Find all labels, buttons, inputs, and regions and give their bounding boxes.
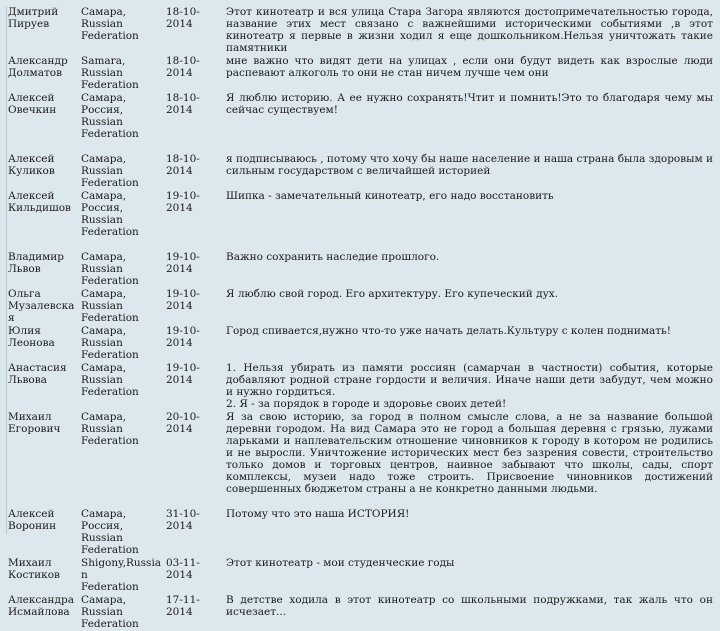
table-row <box>7 411 714 508</box>
signer-location: Самара, Russian Federation <box>81 325 139 361</box>
signer-location: Самара, Russian Federation <box>81 251 139 287</box>
signer-location: Самара, Россия, Russian Federation <box>81 190 139 238</box>
signer-comment: Этот кинотеатр и вся улица Стара Загора являются достопримечательностью города, название этих мест связано с важнейшими историческими событиями ,в этот кинотеатр я первые в жизни ходил я еще дошкольником.Нельзя уничтожать такие памятники <box>226 6 713 54</box>
signature-date: 18-10-2014 <box>166 153 200 177</box>
signer-comment: Этот кинотеатр - мои студенческие годы <box>226 557 455 569</box>
signer-comment: Я за свою историю, за город в полном смысле слова, а не за название большой деревни городом. На вид Самара это не город а большая деревня с грязью, лужами ларьками и наплевательским отношение чиновников к городу в котором не родились и не выросли. Уничтожение исторических мест без зазрения совести, строительство только домов и торговых центров, наивное забывают что школы, сады, спорт комплексы, музеи надо тоже строить. Присвоение чиновников достижений совершенных бюджетом страны а не конкретно данными людьми. <box>226 411 713 495</box>
signatures-sheet <box>6 6 714 630</box>
signer-comment: Потому что это наша ИСТОРИЯ! <box>226 508 410 520</box>
table-row <box>7 325 714 362</box>
signer-location: Самара, Russian Federation <box>81 594 139 630</box>
signer-location: Самара, Россия, Russian Federation <box>81 508 139 556</box>
signer-location: Самара, Russian Federation <box>81 411 139 447</box>
signer-name: Владимир Львов <box>8 251 64 275</box>
signature-date: 20-10-2014 <box>166 411 200 435</box>
signer-comment: я подписываюсь , потому что хочу бы наше население и наша страна была здоровым и сильным государством с величайшей историей <box>226 153 714 177</box>
signer-name: Александр Долматов <box>8 55 68 79</box>
signer-location: Самара, Россия, Russian Federation <box>81 92 139 140</box>
signer-comment: 1. Нельзя убирать из памяти россиян (самарчан в частности) события, которые добавляют родной стране гордости и величия. Иначе наши дети забудут, чем можно и нужно гордиться. 2. Я - за порядок в городе и здоровье своих детей! <box>226 362 713 410</box>
table-row <box>7 55 714 92</box>
signer-name: Алексей Воронин <box>8 508 57 532</box>
signer-comment: Город спивается,нужно что-то уже начать делать.Культуру с колен поднимать! <box>226 325 671 337</box>
signer-comment: Шипка - замечательный кинотеатр, его надо восстановить <box>226 190 554 202</box>
table-row <box>7 508 714 557</box>
table-row <box>7 92 714 153</box>
signature-date: 18-10-2014 <box>166 92 200 116</box>
signature-date: 18-10-2014 <box>166 6 200 30</box>
signer-comment: В детстве ходила в этот кинотеатр со школьными подружками, так жаль что он исчезает... <box>226 594 713 618</box>
signer-comment: мне важно что видят дети на улицах , если они будут видеть как взрослые люди распевают алкоголь то они не стан ничем лучше чем они <box>226 55 713 79</box>
table-row <box>7 288 714 325</box>
signature-date: 17-11-2014 <box>166 594 200 618</box>
signer-name: Михаил Костиков <box>8 557 60 581</box>
signature-date: 19-10-2014 <box>166 325 200 349</box>
table-row <box>7 153 714 190</box>
table-row <box>7 251 714 288</box>
signer-name: Александра Исмайлова <box>8 594 74 618</box>
signature-date: 19-10-2014 <box>166 190 200 214</box>
signer-location: Самара, Russian Federation <box>81 6 139 42</box>
signer-name: Алексей Овечкин <box>8 92 57 116</box>
signatures-table <box>7 6 714 631</box>
signer-name: Алексей Куликов <box>8 153 55 177</box>
table-row <box>7 362 714 411</box>
signer-name: Анастасия Львова <box>8 362 67 386</box>
table-row <box>7 594 714 631</box>
signature-date: 19-10-2014 <box>166 288 200 312</box>
signer-location: Shigony,Russian Federation <box>81 557 162 593</box>
signer-name: Ольга Музалевская <box>8 288 75 324</box>
table-row <box>7 6 714 55</box>
signature-date: 19-10-2014 <box>166 251 200 275</box>
signer-location: Самара, Russian Federation <box>81 153 139 189</box>
signer-name: Дмитрий Пируев <box>8 6 59 30</box>
signature-date: 03-11-2014 <box>166 557 200 581</box>
signature-date: 18-10-2014 <box>166 55 200 79</box>
signer-name: Михаил Егорович <box>8 411 61 435</box>
signer-location: Samara, Russian Federation <box>81 55 139 91</box>
signer-name: Юлия Леонова <box>8 325 55 349</box>
signer-comment: Важно сохранить наследие прошлого. <box>226 251 440 263</box>
signer-location: Самара, Russian Federation <box>81 362 139 398</box>
table-row <box>7 190 714 251</box>
signer-name: Алексей Кильдишов <box>8 190 71 214</box>
signature-date: 31-10-2014 <box>166 508 200 532</box>
signature-date: 19-10-2014 <box>166 362 200 386</box>
signer-comment: Я люблю свой город. Его архитектуру. Его купеческий дух. <box>226 288 559 300</box>
table-row <box>7 557 714 594</box>
signer-location: Самара, Russian Federation <box>81 288 139 324</box>
signer-comment: Я люблю историю. А ее нужно сохранять!Чтит и помнить!Это то благодаря чему мы сейчас существуем! <box>226 92 713 116</box>
